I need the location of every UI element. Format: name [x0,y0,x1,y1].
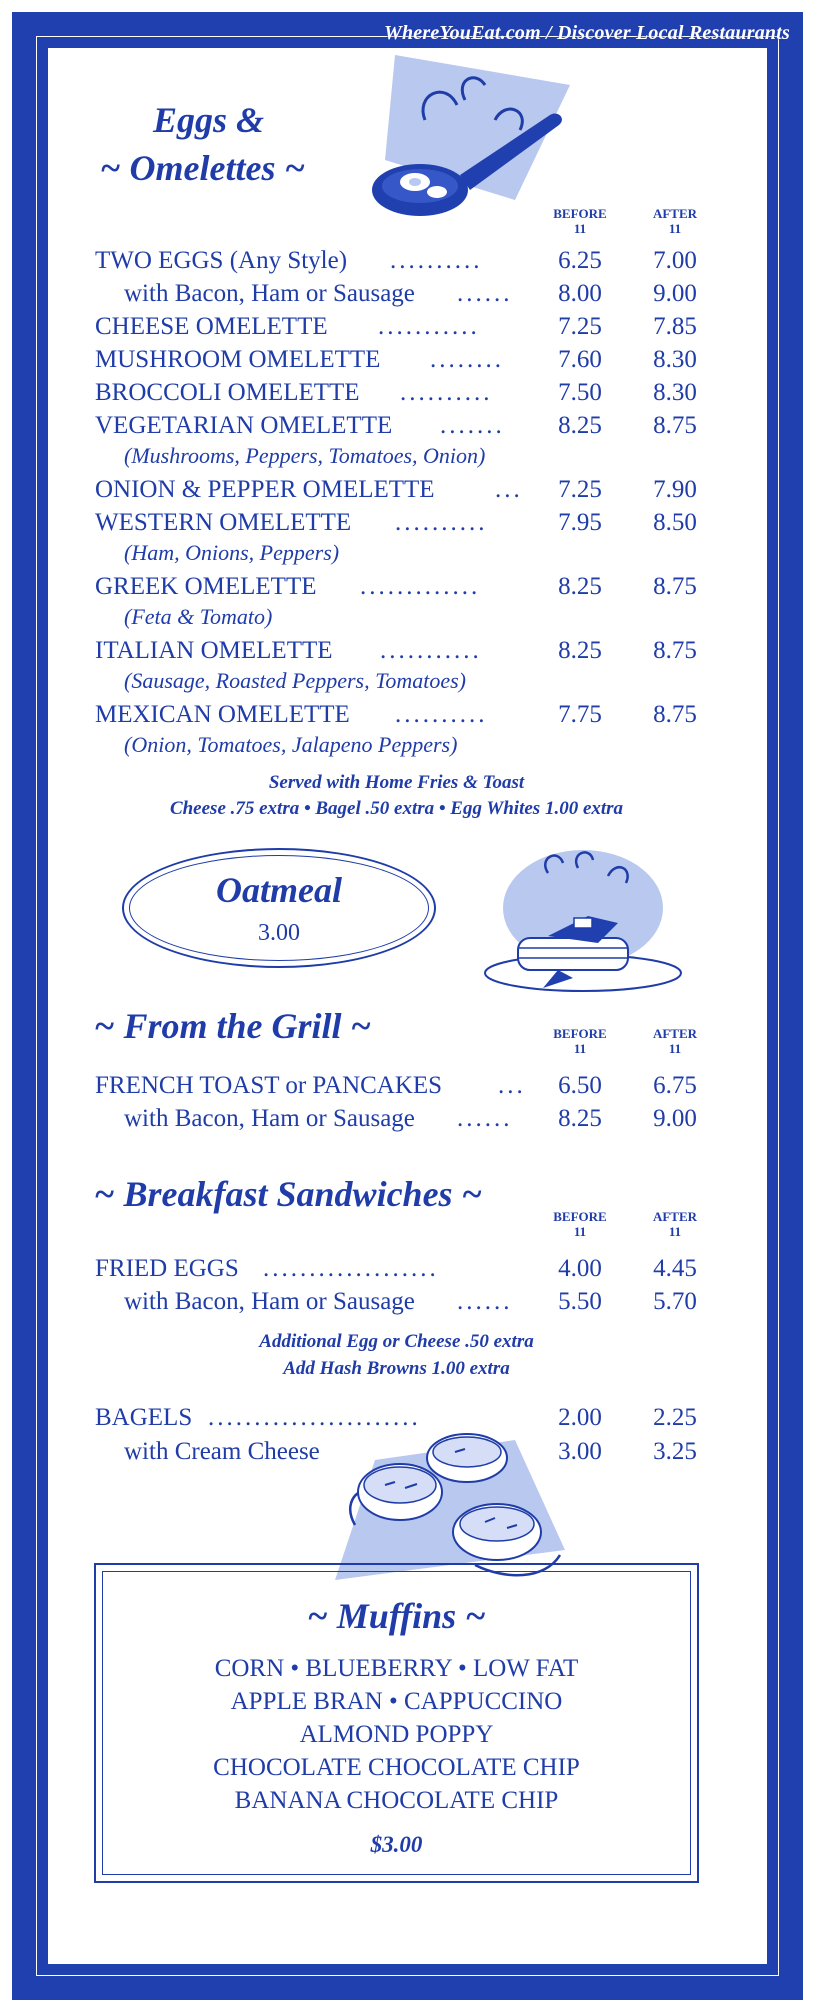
eggs-note-line1: Served with Home Fries & Toast [268,772,525,793]
menu-item: with Cream Cheese 3.00 3.25 [124,1438,697,1465]
item-description: (Mushrooms, Peppers, Tomatoes, Onion) [124,443,486,468]
muffin-flavor-line: BANANA CHOCOLATE CHIP [234,1787,559,1814]
menu-item: with Bacon, Ham or Sausage ...... 8.00 9.00 [124,280,697,307]
menu-item: BROCCOLI OMELETTE .......... 7.50 8.30 [95,379,697,406]
menu-item: ONION & PEPPER OMELETTE ... 7.25 7.90 [95,476,697,503]
frying-pan-icon [345,50,585,225]
menu-item: FRENCH TOAST or PANCAKES ... 6.50 6.75 [95,1072,697,1099]
sandwiches-after-header: AFTER 11 [652,1209,698,1239]
muffins-title: ~ Muffins ~ [307,1596,486,1636]
sandwiches-note-line1: Additional Egg or Cheese .50 extra [259,1331,534,1352]
eggs-after-header: AFTER 11 [652,206,698,236]
menu-item: MEXICAN OMELETTE .......... 7.75 8.75 [95,701,697,728]
item-description: (Onion, Tomatoes, Jalapeno Peppers) [124,732,458,757]
grill-title: ~ From the Grill ~ [94,1006,372,1046]
oatmeal-title: Oatmeal [216,870,342,910]
menu-item: with Bacon, Ham or Sausage ...... 5.50 5.70 [124,1288,697,1315]
muffin-flavor-line: APPLE BRAN • CAPPUCCINO [230,1688,563,1715]
site-banner: WhereYouEat.com / Discover Local Restaurants [383,22,790,44]
menu-item: FRIED EGGS ................... 4.00 4.45 [95,1255,697,1282]
item-description: (Sausage, Roasted Peppers, Tomatoes) [124,668,466,693]
menu-item: BAGELS ....................... 2.00 2.25 [95,1404,697,1431]
muffin-flavor-line: CHOCOLATE CHOCOLATE CHIP [213,1754,580,1781]
menu-item: VEGETARIAN OMELETTE ....... 8.25 8.75 [95,412,697,439]
menu-item: TWO EGGS (Any Style) .......... 6.25 7.00 [95,247,697,274]
muffins-price: $3.00 [370,1832,423,1857]
sandwiches-note-line2: Add Hash Browns 1.00 extra [283,1358,510,1379]
pancakes-icon [478,848,688,998]
item-description: (Ham, Onions, Peppers) [124,540,340,565]
muffin-flavor-line: ALMOND POPPY [299,1721,494,1748]
muffins-icon [325,1430,585,1585]
menu-item: CHEESE OMELETTE ........... 7.25 7.85 [95,313,697,340]
menu-item: GREEK OMELETTE ............. 8.25 8.75 [95,573,697,600]
sandwiches-title: ~ Breakfast Sandwiches ~ [94,1174,483,1214]
grill-after-header: AFTER 11 [652,1026,698,1056]
sandwiches-before-header: BEFORE 11 [553,1209,607,1239]
grill-before-header: BEFORE 11 [553,1026,607,1056]
eggs-title-line2: ~ Omelettes ~ [100,148,305,188]
menu-item: WESTERN OMELETTE .......... 7.95 8.50 [95,509,697,536]
menu-item: ITALIAN OMELETTE ........... 8.25 8.75 [95,637,697,664]
oatmeal-price: 3.00 [258,920,300,946]
eggs-title-line1: Eggs & [153,100,265,140]
menu-item: with Bacon, Ham or Sausage ...... 8.25 9.00 [124,1105,697,1132]
eggs-before-header: BEFORE 11 [553,206,607,236]
eggs-note-line2: Cheese .75 extra • Bagel .50 extra • Egg Whites 1.00 extra [169,798,624,819]
menu-item: MUSHROOM OMELETTE ........ 7.60 8.30 [95,346,697,373]
item-description: (Feta & Tomato) [124,604,273,629]
muffin-flavor-line: CORN • BLUEBERRY • LOW FAT [214,1655,579,1682]
